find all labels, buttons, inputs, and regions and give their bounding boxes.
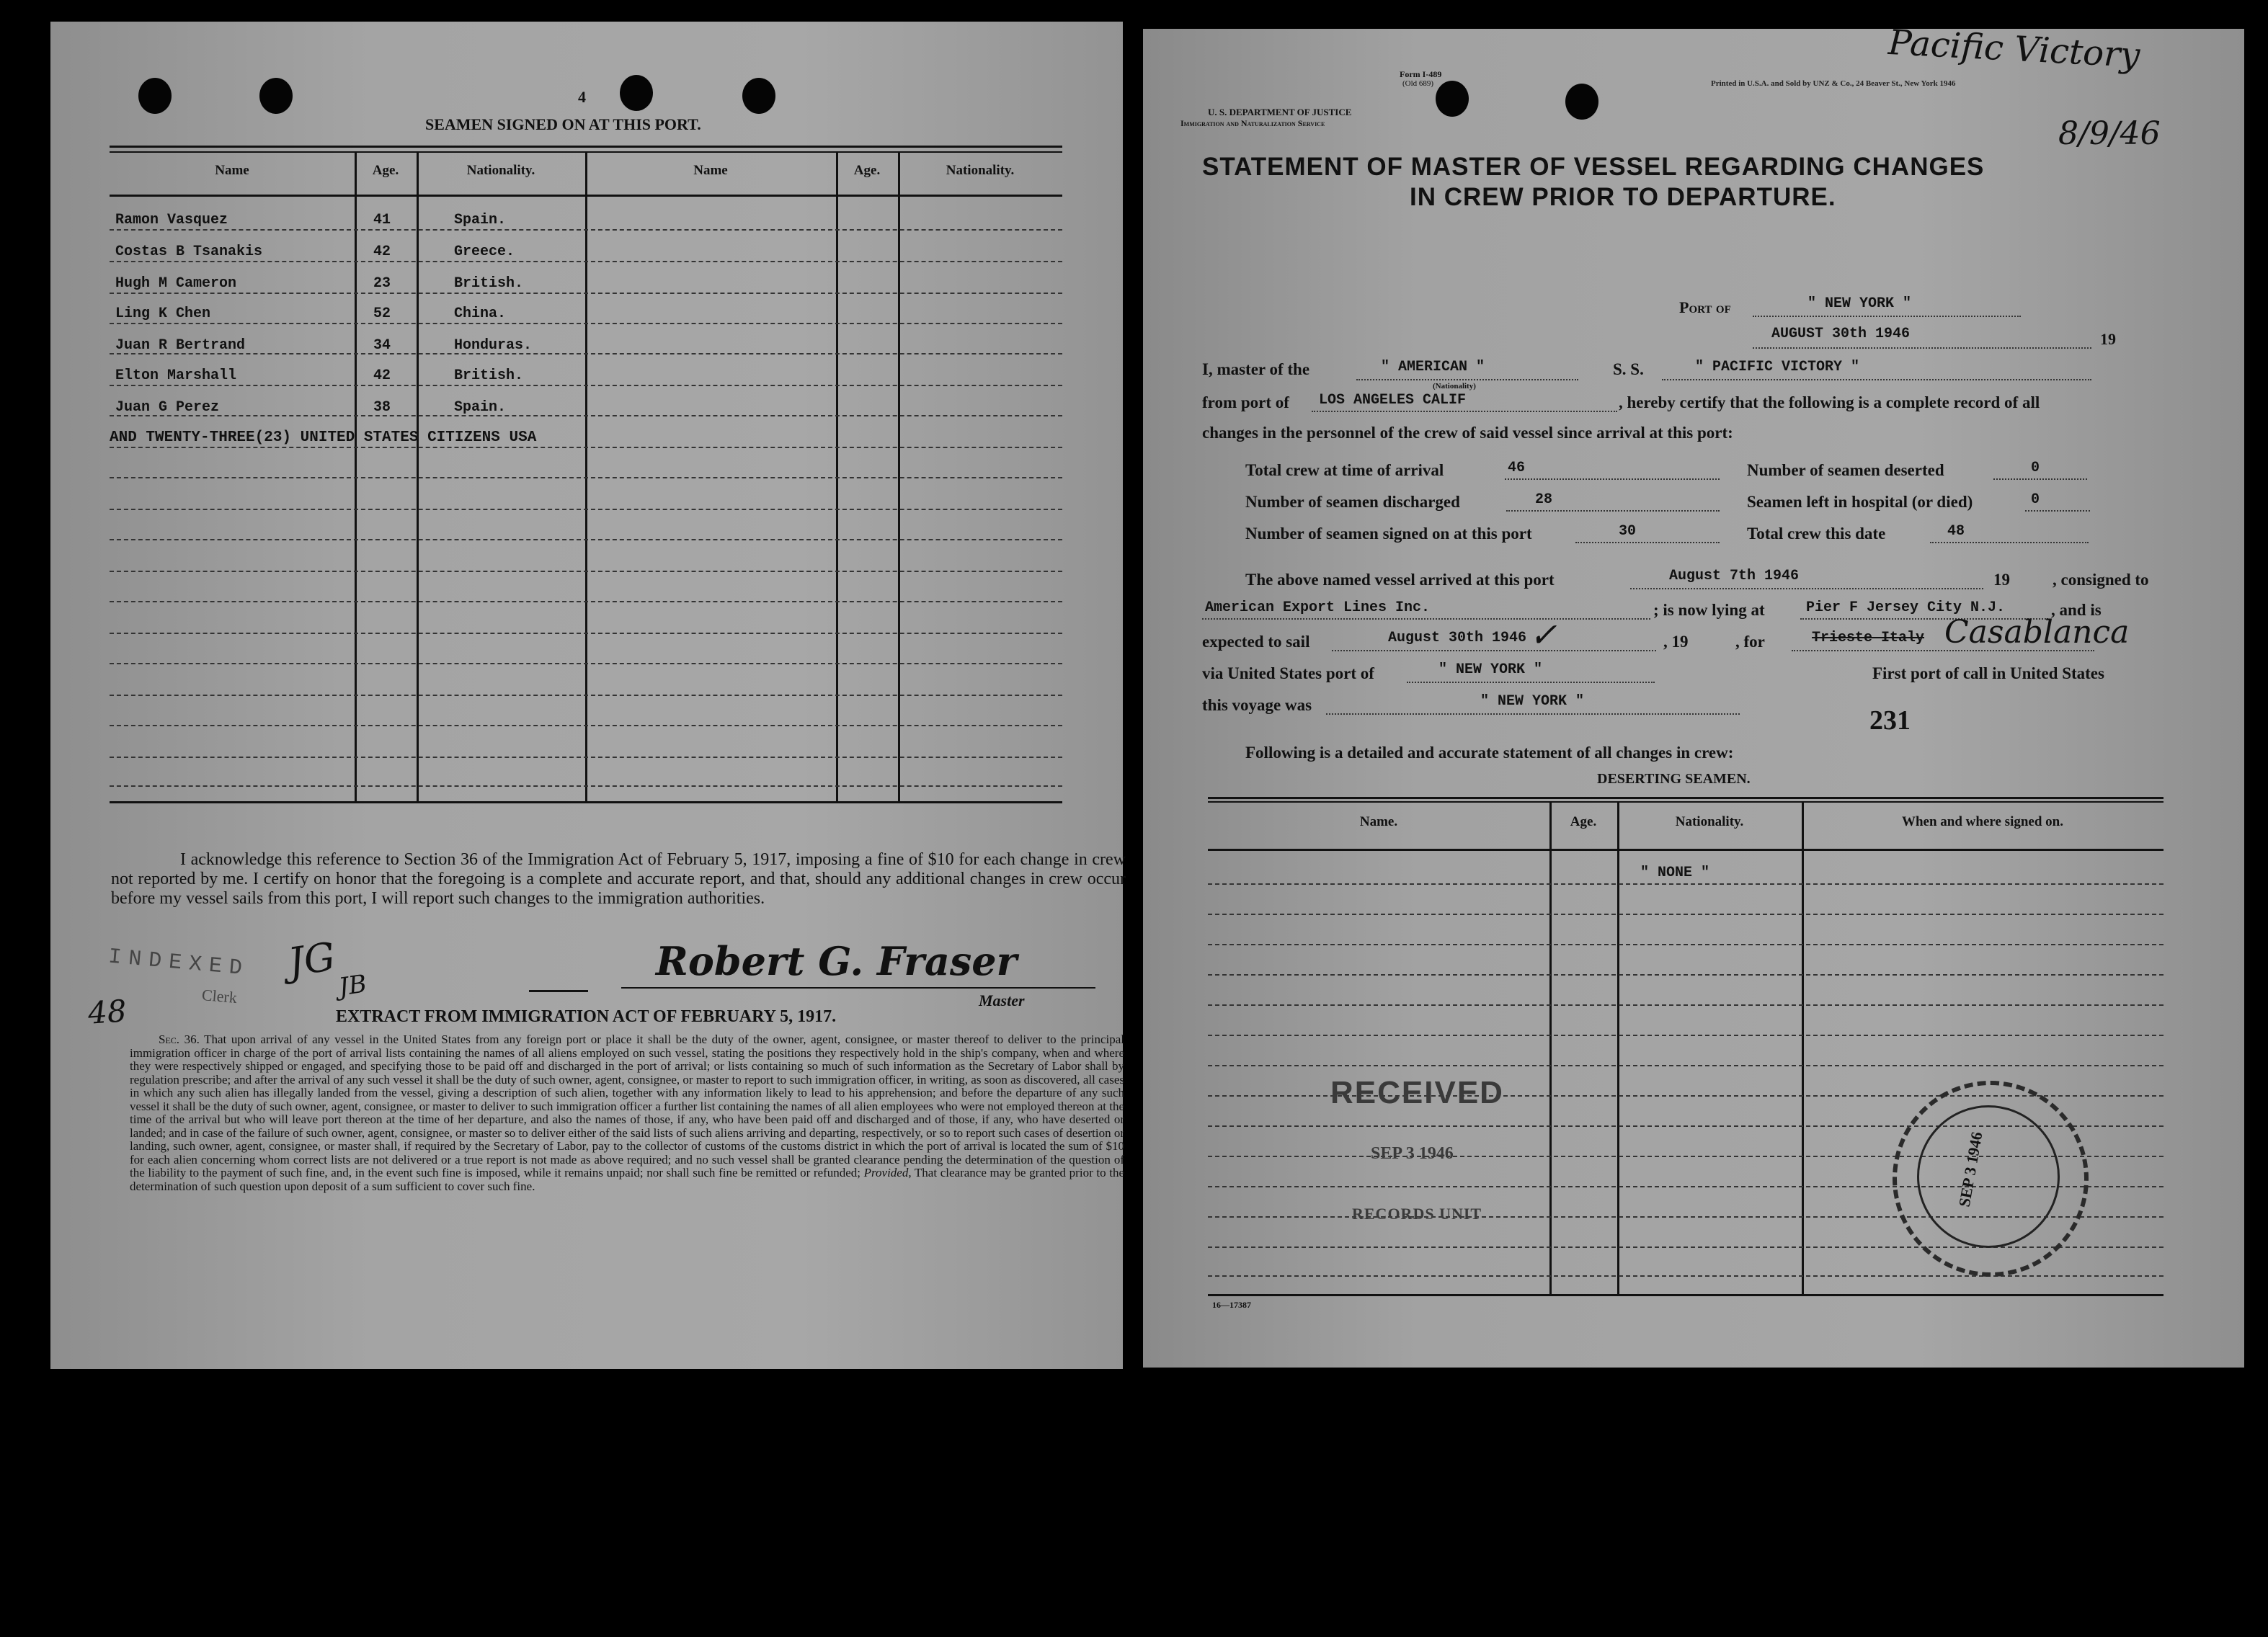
seaman-name: Ramon Vasquez: [115, 212, 228, 228]
row-line: [1208, 944, 2164, 945]
table-bottom-rule: [110, 801, 1062, 803]
date-value: AUGUST 30th 1946: [1771, 326, 1911, 342]
discharged-underline: [1506, 510, 1720, 512]
seaman-name: Juan R Bertrand: [115, 337, 246, 354]
desert-table-top: [1208, 801, 2164, 803]
header-name: Name: [215, 163, 249, 178]
deserted-value: 0: [2031, 460, 2040, 476]
voyage-value: " NEW YORK ": [1480, 693, 1585, 710]
seaman-age: 42: [373, 367, 391, 384]
summary-line: AND TWENTY-THREE(23) UNITED STATES CITIZENS USA: [110, 429, 537, 446]
column-divider: [585, 151, 587, 801]
date-underline: [1753, 347, 2091, 349]
nationality-underline: [1356, 379, 1578, 380]
row-line: [1208, 1065, 2164, 1066]
round-stamp-date: SEP 3 1946: [1955, 1130, 1986, 1208]
row-line: [1208, 974, 2164, 976]
desert-header-name: Name.: [1359, 814, 1398, 829]
seaman-age: 23: [373, 275, 391, 292]
total-this-date-underline: [1930, 542, 2089, 543]
total-arrival-underline: [1505, 478, 1720, 480]
row-line: [110, 293, 1062, 294]
footer-code: 16—17387: [1212, 1300, 1251, 1310]
form-title-line1: STATEMENT OF MASTER OF VESSEL REGARDING CHANGES: [1202, 153, 1985, 181]
nationality-caption: (Nationality): [1433, 382, 1476, 391]
punch-hole: [620, 75, 653, 111]
extract-provided: Provided,: [863, 1166, 912, 1179]
lying-label: ; is now lying at: [1653, 601, 1765, 619]
column-divider: [1549, 801, 1552, 1294]
punch-hole: [138, 78, 172, 114]
printer-note: Printed in U.S.A. and Sold by UNZ & Co., 24 Beaver St., New York 1946: [1711, 79, 1956, 88]
via-label: via United States port of: [1202, 664, 1374, 682]
expected-label: expected to sail: [1202, 633, 1310, 651]
via-value: " NEW YORK ": [1438, 661, 1543, 678]
row-line: [110, 601, 1062, 602]
seaman-nationality: British.: [454, 275, 524, 292]
desert-header-age: Age.: [1570, 814, 1597, 829]
nationality-value: " AMERICAN ": [1381, 359, 1485, 375]
column-divider: [898, 151, 900, 801]
destination-value: Trieste Italy: [1812, 630, 1925, 646]
received-date-stamp: SEP 3 1946: [1371, 1144, 1454, 1163]
form-number: Form I-489: [1400, 69, 1442, 79]
row-line: [110, 447, 1062, 448]
column-divider: [417, 151, 419, 801]
desert-table-top: [1208, 797, 2164, 799]
header-age: Age.: [372, 163, 399, 178]
via-underline: [1407, 682, 1655, 683]
row-line: [110, 509, 1062, 510]
total-arrival-label: Total crew at time of arrival: [1245, 461, 1444, 479]
header-age-2: Age.: [853, 163, 881, 178]
row-line: [110, 385, 1062, 386]
destination-handwritten: Casablanca: [1944, 614, 2130, 651]
punch-hole: [259, 78, 293, 114]
handwritten-initials: JB: [337, 969, 369, 1002]
seaman-nationality: China.: [454, 305, 507, 322]
seaman-nationality: Spain.: [454, 399, 507, 416]
master-of-label: I, master of the: [1202, 360, 1310, 378]
row-line: [110, 785, 1062, 787]
right-page: [1143, 22, 2244, 1368]
consigned-label: , consigned to: [2053, 571, 2149, 589]
for-label: , for: [1735, 633, 1765, 651]
handwritten-initials: JG: [285, 933, 338, 986]
hospital-underline: [2025, 510, 2090, 512]
discharged-value: 28: [1535, 491, 1553, 508]
arrived-label: The above named vessel arrived at this port: [1245, 571, 1555, 589]
row-line: [110, 415, 1062, 416]
row-line: [110, 571, 1062, 572]
desert-none-value: " NONE ": [1640, 865, 1710, 881]
row-line: [110, 725, 1062, 726]
row-line: [1208, 914, 2164, 915]
extract-section: Sec. 36.: [159, 1032, 200, 1046]
row-line: [110, 695, 1062, 696]
department-name: U. S. DEPARTMENT OF JUSTICE: [1208, 107, 1352, 117]
port-value: " NEW YORK ": [1807, 295, 1912, 312]
extract-tail: That clearance may be granted prior to the determination of such question upon deposit of a sum sufficient to cover such fine.: [130, 1166, 1124, 1193]
voyage-underline: [1326, 713, 1740, 715]
discharged-label: Number of seamen discharged: [1245, 493, 1460, 511]
signature-line: [621, 987, 1095, 989]
row-line: [110, 663, 1062, 664]
row-line: [110, 633, 1062, 634]
seaman-name: Ling K Chen: [115, 305, 211, 322]
signed-on-label: Number of seamen signed on at this port: [1245, 525, 1532, 543]
check-mark-icon: ✓: [1529, 615, 1557, 654]
port-underline: [1753, 316, 2021, 317]
lying-value: Pier F Jersey City N.J.: [1806, 599, 2006, 616]
acknowledgement-text: I acknowledge this reference to Section 36 of the Immigration Act of February 5, 1917, imposing a fine of $10 for each change in crew not reported by me. I certify on honor that the foregoing is a complete and accurate report, and that, should any additional changes in crew occur before my vessel sails from this port, I will report such changes to the immigration authorities.: [111, 850, 1126, 908]
hospital-label: Seamen left in hospital (or died): [1747, 493, 1973, 511]
column-divider: [1802, 801, 1804, 1294]
indexed-stamp: INDEXED: [107, 945, 251, 982]
row-line: [110, 353, 1062, 354]
seaman-nationality: Greece.: [454, 244, 515, 260]
round-postmark-inner-ring: [1917, 1105, 2060, 1248]
extract-title: EXTRACT FROM IMMIGRATION ACT OF FEBRUARY 5, 1917.: [336, 1007, 837, 1026]
deserted-underline: [1993, 478, 2087, 480]
row-line: [110, 757, 1062, 758]
extract-rule: [529, 990, 588, 992]
column-divider: [836, 151, 838, 801]
row-line: [1208, 883, 2164, 885]
seaman-name: Costas B Tsanakis: [115, 244, 263, 260]
row-line: [1208, 1035, 2164, 1036]
changes-text: changes in the personnel of the crew of said vessel since arrival at this port:: [1202, 424, 1733, 442]
desert-table-bottom: [1208, 1294, 2164, 1296]
seaman-age: 42: [373, 244, 391, 260]
row-line: [110, 477, 1062, 478]
vessel-value: " PACIFIC VICTORY ": [1695, 359, 1860, 375]
total-arrival-value: 46: [1508, 460, 1526, 476]
from-port-label: from port of: [1202, 393, 1289, 411]
expected-underline: [1332, 650, 1656, 651]
seaman-name: Hugh M Cameron: [115, 275, 237, 292]
punch-hole: [1565, 84, 1598, 120]
row-line: [110, 229, 1062, 231]
first-port-label: First port of call in United States: [1872, 664, 2104, 682]
total-this-date-label: Total crew this date: [1747, 525, 1886, 543]
header-nationality-2: Nationality.: [946, 163, 1015, 178]
form-old-number: (Old 689): [1402, 79, 1434, 88]
seaman-age: 41: [373, 212, 391, 228]
extract-text: That upon arrival of any vessel in the United States from any foreign port or place it shall be the duty of the owner, agent, consignee, or master thereof to deliver to the principal immigration officer in charge of the port of arrival lists containing the names of all aliens employed on such vessel, stating the positions they respectively hold in the ship's company, when and where they were respectively shipped or engaged, and specifying those to be paid off and discharged in the port of arrival; or lists containing so much of such information as the Secretary of Labor shall by regulation prescribe; and after the arrival of any such vessel it shall be the duty of such owner, agent, consignee, or master to report to such immigration officer, in writing, as soon as discovered, all cases in which any such alien has illegally landed from the vessel, giving a description of such alien, together with any information likely to lead to his apprehension; and before the departure of any such vessel it shall be the duty of such owner, agent, consignee, or master to deliver to such immigration officer a further list containing the names of all alien employees who were not employed thereon at the time of the arrival but who will leave port thereon at the time of her departure, and also the names of those, if any, who have been paid off and discharged and of those, if any, who have deserted or landed; and in case of the failure of such owner, agent, consignee, or master so to deliver either of the said lists of such aliens arriving and departing, respectively, or so to report such cases of desertion or landing, such owner, agent, consignee, or master shall, if required by the Secretary of Labor, pay to the collector of customs of the customs district in which the port of arrival is located the sum of $10 for each alien concerning whom correct lists are not delivered or a true report is not made as above required; and no such vessel shall be granted clearance pending the determination of the question of the liability to the payment of such fine, and, in the event such fine is imposed, while it remains unpaid; nor shall such fine be remitted or refunded;: [130, 1032, 1124, 1179]
ss-label: S. S.: [1613, 360, 1644, 378]
seaman-nationality: British.: [454, 367, 524, 384]
seaman-name: Juan G Perez: [115, 399, 220, 416]
master-caption: Master: [979, 991, 1025, 1009]
arrived-suffix: 19: [1993, 571, 2010, 589]
header-nationality: Nationality.: [466, 163, 535, 178]
total-this-date-value: 48: [1947, 523, 1965, 540]
master-signature: Robert G. Fraser: [656, 938, 1018, 984]
voyage-label: this voyage was: [1202, 696, 1312, 714]
row-line: [1208, 1275, 2164, 1277]
row-line: [110, 539, 1062, 540]
certify-text: , hereby certify that the following is a complete record of all: [1619, 393, 2040, 411]
consignee-value: American Export Lines Inc.: [1205, 599, 1431, 616]
deserted-label: Number of seamen deserted: [1747, 461, 1944, 479]
following-text: Following is a detailed and accurate statement of all changes in crew:: [1245, 744, 1734, 762]
punch-hole: [742, 78, 775, 114]
from-port-underline: [1312, 411, 1617, 412]
section-title: SEAMEN SIGNED ON AT THIS PORT.: [425, 115, 701, 133]
column-divider: [355, 151, 357, 801]
left-page: [50, 22, 1126, 1369]
seaman-age: 38: [373, 399, 391, 416]
received-stamp: RECEIVED: [1330, 1075, 1504, 1110]
port-label: Port of: [1679, 298, 1731, 316]
desert-table-header-rule: [1208, 849, 2164, 851]
seaman-age: 52: [373, 305, 391, 322]
form-title-line2: IN CREW PRIOR TO DEPARTURE.: [1410, 183, 1836, 211]
row-line: [1208, 1004, 2164, 1006]
expected-value: August 30th 1946: [1388, 630, 1527, 646]
consignee-underline: [1202, 618, 1650, 620]
and-is-text: , and is: [2051, 601, 2102, 619]
seaman-name: Elton Marshall: [115, 367, 237, 384]
handwritten-number: 48: [86, 993, 128, 1031]
form-number-231: 231: [1869, 705, 1911, 736]
signed-on-value: 30: [1619, 523, 1637, 540]
punch-hole: [1436, 81, 1469, 117]
page-number: 4: [578, 88, 586, 106]
desert-header-nationality: Nationality.: [1675, 814, 1744, 829]
seaman-nationality: Spain.: [454, 212, 507, 228]
arrived-underline: [1630, 588, 1983, 589]
arrived-value: August 7th 1946: [1669, 568, 1800, 584]
table-top-rule: [110, 146, 1062, 148]
hospital-value: 0: [2031, 491, 2040, 508]
deserting-title: DESERTING SEAMEN.: [1597, 771, 1751, 787]
signed-on-underline: [1575, 542, 1720, 543]
date-suffix: 19: [2100, 330, 2116, 348]
expected-suffix: , 19: [1663, 633, 1689, 651]
column-divider: [1617, 801, 1619, 1294]
service-name: Immigration and Naturalization Service: [1180, 118, 1325, 128]
extract-body: [130, 1033, 1124, 1193]
seaman-nationality: Honduras.: [454, 337, 533, 354]
clerk-stamp: Clerk: [201, 985, 238, 1007]
desert-header-signed-on: When and where signed on.: [1901, 814, 2063, 829]
from-port-value: LOS ANGELES CALIF: [1319, 392, 1467, 409]
row-line: [110, 261, 1062, 262]
vessel-underline: [1662, 379, 2091, 380]
handwritten-date: 8/9/46: [2058, 115, 2161, 152]
handwritten-vessel-name: Pacific Victory: [1887, 22, 2141, 76]
header-name-2: Name: [693, 163, 728, 178]
records-unit-stamp: RECORDS UNIT: [1352, 1205, 1482, 1223]
row-line: [110, 323, 1062, 324]
seaman-age: 34: [373, 337, 391, 354]
